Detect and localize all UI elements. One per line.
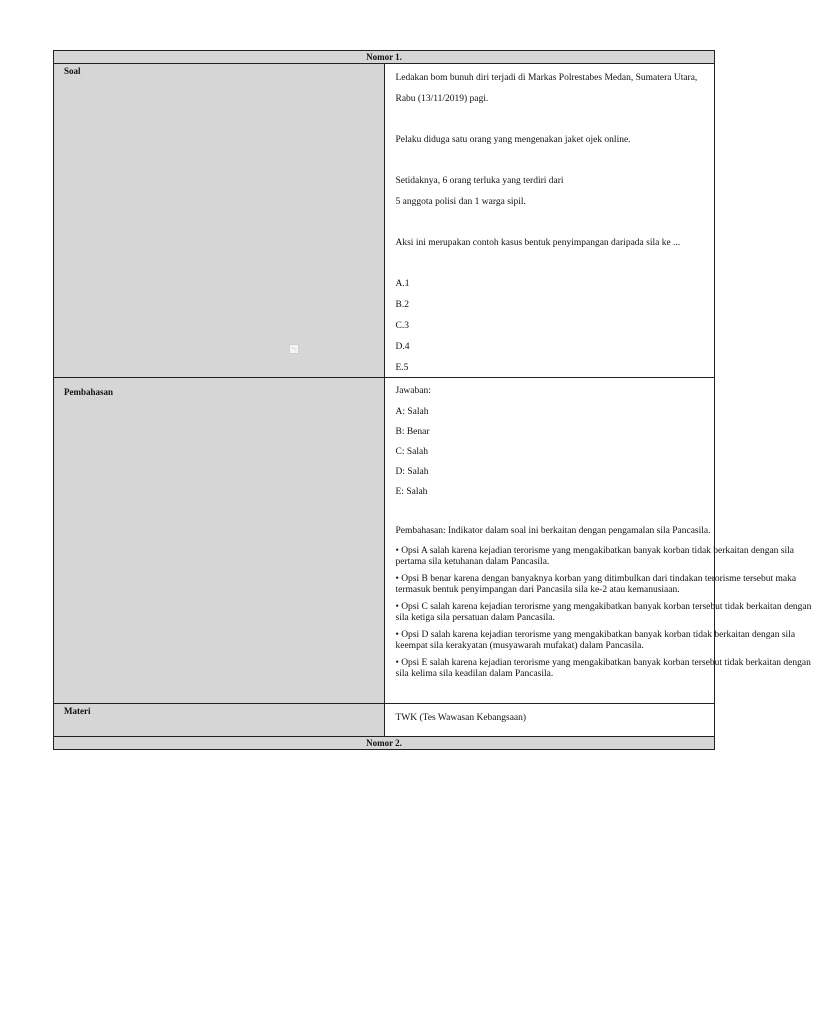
pembahasan-bullet-d: • Opsi D salah karena kejadian terorisme yang mengakibatkan banyak korban tidak berkaitan dengan sila keempat sila kerakyatan (musyawarah mufakat) dalam Pancasila. (395, 630, 796, 651)
pembahasan-bullet-c: • Opsi C salah karena kejadian terorisme yang mengakibatkan banyak korban tersebut tidak berkaitan dengan sila ketiga sila persatuan dalam Pancasila. (395, 602, 812, 623)
soal-line: Setidaknya, 6 orang terluka yang terdiri dari (395, 176, 564, 186)
pembahasan-intro: Pembahasan: Indikator dalam soal ini berkaitan dengan pengamalan sila Pancasila. (395, 526, 711, 536)
option-e: E.5 (395, 363, 409, 373)
question-sheet (53, 50, 812, 750)
materi-row (54, 704, 715, 737)
jawaban-title: Jawaban: (395, 386, 431, 396)
materi-content (384, 704, 715, 737)
broken-image-icon (289, 344, 299, 354)
question-table (53, 50, 812, 750)
pembahasan-row (54, 378, 715, 704)
materi-label: Materi (54, 704, 385, 737)
soal-line: 5 anggota polisi dan 1 warga sipil. (395, 197, 526, 207)
jawaban-b: B: Benar (395, 427, 430, 437)
question-number-header: Nomor 2. (54, 737, 715, 750)
jawaban-e: E: Salah (395, 487, 428, 497)
jawaban-c: C: Salah (395, 447, 428, 457)
pembahasan-bullet-b: • Opsi B benar karena dengan banyaknya korban yang ditimbulkan dari tindakan terorisme tersebut maka termasuk bentuk penyimpangan dari Pancasila sila ke-2 atau kemanusiaan. (395, 574, 797, 595)
soal-question: Aksi ini merupakan contoh kasus bentuk penyimpangan daripada sila ke ... (395, 238, 681, 248)
soal-line: Rabu (13/11/2019) pagi. (395, 94, 489, 104)
pembahasan-bullet-e: • Opsi E salah karena kejadian terorisme yang mengakibatkan banyak korban tersebut tidak berkaitan dengan sila kelima sila keadilan dalam Pancasila. (395, 658, 811, 679)
soal-line: Pelaku diduga satu orang yang mengenakan jaket ojek online. (395, 135, 631, 145)
jawaban-d: D: Salah (395, 467, 429, 477)
soal-content (384, 64, 715, 378)
pembahasan-bullet-a: • Opsi A salah karena kejadian terorisme yang mengakibatkan banyak korban tidak berkaitan dengan sila pertama sila ketuhanan dalam Pancasila. (395, 546, 794, 567)
soal-label: Soal (54, 64, 385, 378)
materi-value: TWK (Tes Wawasan Kebangsaan) (395, 713, 527, 723)
option-b: B.2 (395, 300, 409, 310)
question-number-header: Nomor 1. (54, 51, 715, 64)
pembahasan-label: Pembahasan (54, 378, 385, 704)
pembahasan-content (384, 378, 812, 704)
jawaban-a: A: Salah (395, 407, 429, 417)
option-c: C.3 (395, 321, 409, 331)
option-d: D.4 (395, 342, 410, 352)
soal-line: Ledakan bom bunuh diri terjadi di Markas Polrestabes Medan, Sumatera Utara, (395, 73, 698, 83)
option-a: A.1 (395, 279, 410, 289)
soal-row (54, 64, 715, 378)
